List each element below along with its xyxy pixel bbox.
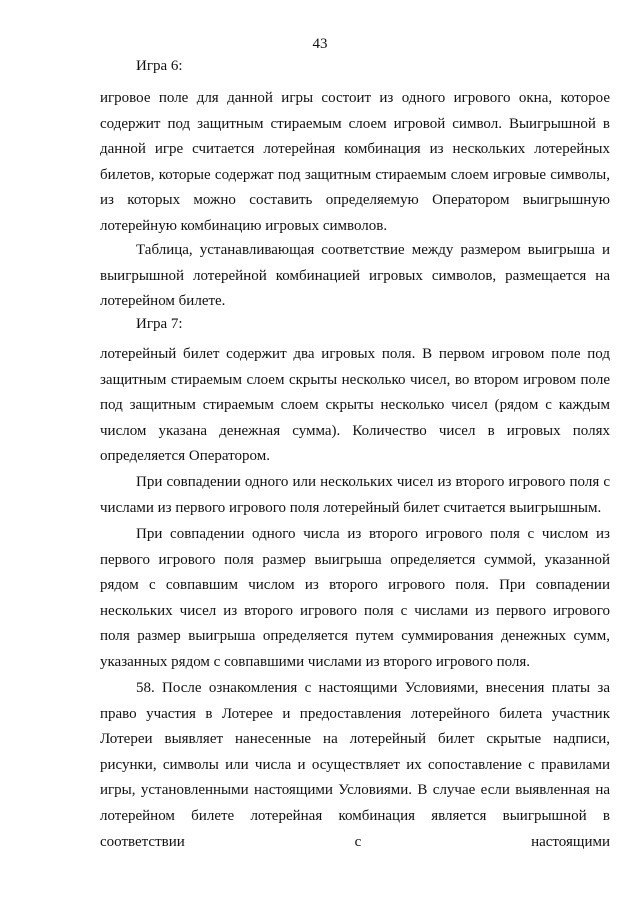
game6-heading: Игра 6: [136, 58, 183, 74]
game7-prize-rule: При совпадении одного числа из второго игрового поля с числом из первого игрового поля размер выигрыша определяется суммой, указанной рядом с совпавшим числом из второго игрового поля. При совпадении нескольких чисел из второго игрового поля с числами из первого игрового поля размер выигрыша определяется путем суммирования денежных сумм, указанных рядом с совпавшими числами из второго игрового поля. [100, 526, 610, 670]
page-number: 43 [312, 36, 328, 52]
game7-match-rule: При совпадении одного или нескольких чисел из второго игрового поля с числами из первого игрового поля лотерейный билет считается выигрышным. [100, 474, 610, 516]
game7-description: лотерейный билет содержит два игровых поля. В первом игровом поле под защитным стираемым слоем скрыты несколько чисел, во втором игровом поле под защитным стираемым слоем скрыты несколько чисел (рядом с каждым числом указана денежная сумма). Количество чисел в игровых полях определяется Оператором. [100, 346, 610, 465]
game7-heading: Игра 7: [136, 316, 183, 332]
section-58-text: 58. После ознакомления с настоящими Условиями, внесения платы за право участия в Лотерее и предоставления лотерейного билета участник Лотереи выявляет нанесенные на лотерейный билет скрытые надписи, рисунки, символы или числа и осуществляет их сопоставление с правилами игры, установленными настоящими Условиями. В случае если выявленная на лотерейном билете лотерейная комбинация является выигрышной в соответствии с настоящими [100, 680, 610, 850]
game6-table-note: Таблица, устанавливающая соответствие между размером выигрыша и выигрышной лотерейной комбинацией игровых символов, размещается на лотерейном билете. [100, 242, 610, 310]
game6-description: игровое поле для данной игры состоит из одного игрового окна, которое содержит под защитным стираемым слоем игровой символ. Выигрышной в данной игре считается лотерейная комбинация из нескольких лотерейных билетов, которые содержат под защитным стираемым слоем игровые символы, из которых можно составить определяемую Оператором выигрышную лотерейную комбинацию игровых символов. [100, 90, 610, 234]
